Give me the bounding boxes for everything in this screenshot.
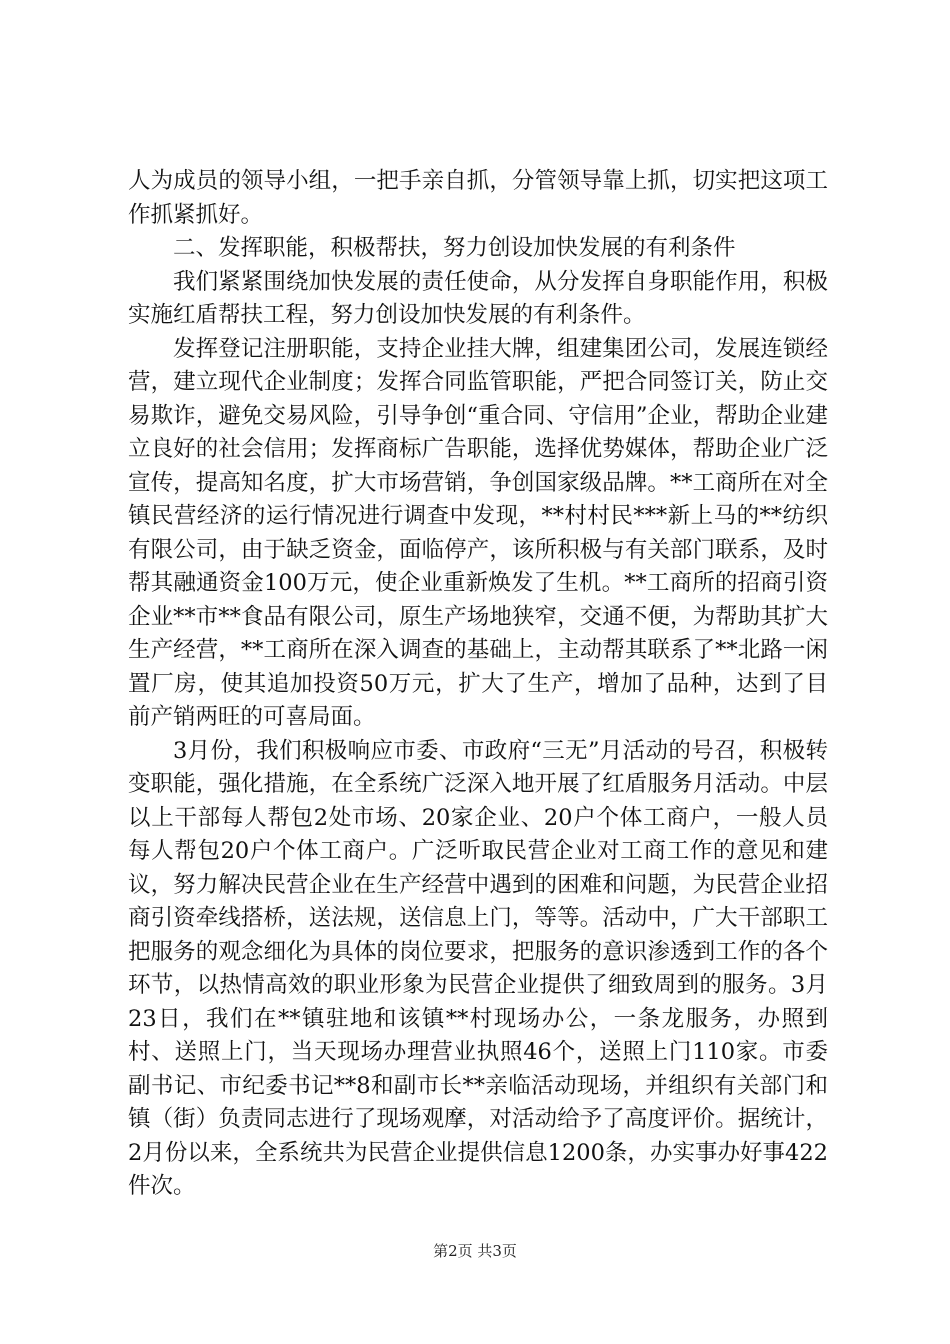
section-heading: 二、发挥职能，积极帮扶，努力创设加快发展的有利条件 xyxy=(173,235,736,261)
document-body xyxy=(128,165,828,1204)
paragraph-3: 我们紧紧围绕加快发展的责任使命，从分发挥自身职能作用，积极实施红盾帮扶工程，努力创设加快发展的有利条件。 xyxy=(128,268,828,328)
paragraph-1: 人为成员的领导小组，一把手亲自抓，分管领导靠上抓，切实把这项工作抓紧抓好。 xyxy=(128,168,828,228)
page-number-footer: 第2页 共3页 xyxy=(433,1242,517,1260)
paragraph-4: 发挥登记注册职能，支持企业挂大牌，组建集团公司，发展连锁经营，建立现代企业制度；发挥合同监管职能，严把合同签订关，防止交易欺诈，避免交易风险，引导争创“重合同、守信用”企业，帮助企业建立良好的社会信用；发挥商标广告职能，选择优势媒体，帮助企业广泛宣传，提高知名度，扩大市场营销，争创国家级品牌。**工商所在对全镇民营经济的运行情况进行调查中发现，**村村民***新上马的**纺织有限公司，由于缺乏资金，面临停产，该所积极与有关部门联系，及时帮其融通资金100万元，使企业重新焕发了生机。**工商所的招商引资企业**市**食品有限公司，原生产场地狭窄，交通不便，为帮助其扩大生产经营，**工商所在深入调查的基础上，主动帮其联系了**北路一闲置厂房，使其追加投资50万元，扩大了生产，增加了品种，达到了目前产销两旺的可喜局面。 xyxy=(128,335,828,730)
paragraph-5: 3月份，我们积极响应市委、市政府“三无”月活动的号召，积极转变职能，强化措施，在全系统广泛深入地开展了红盾服务月活动。中层以上干部每人帮包2处市场、20家企业、20户个体工商户，一般人员每人帮包20户个体工商户。广泛听取民营企业对工商工作的意见和建议，努力解决民营企业在生产经营中遇到的困难和问题，为民营企业招商引资牵线搭桥，送法规，送信息上门，等等。活动中，广大干部职工把服务的观念细化为具体的岗位要求，把服务的意识渗透到工作的各个环节，以热情高效的职业形象为民营企业提供了细致周到的服务。3月23日，我们在**镇驻地和该镇**村现场办公，一条龙服务，办照到村、送照上门，当天现场办理营业执照46个，送照上门110家。市委副书记、市纪委书记**8和副市长**亲临活动现场，并组织有关部门和镇（街）负责同志进行了现场观摩，对活动给予了高度评价。据统计，2月份以来，全系统共为民营企业提供信息1200条，办实事办好事422件次。 xyxy=(128,737,828,1199)
